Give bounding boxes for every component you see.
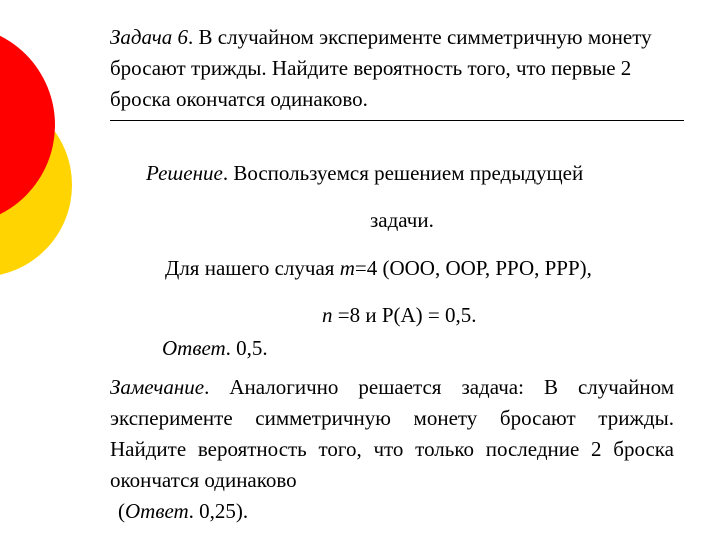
solution-text-1: . Воспользуемся решением предыдущей (222, 161, 584, 185)
solution-n-line (322, 302, 477, 328)
n-variable: n (322, 303, 333, 327)
remark-answer (118, 496, 674, 527)
task-text: . В случайном эксперименте симметричную монету бросают трижды. Найдите вероятность того, что первые 2 броска окончатся одинаково. (110, 25, 652, 111)
remark-paragraph (110, 372, 674, 496)
solution-label: Решение (146, 161, 223, 185)
remark-label: Замечание (110, 375, 205, 399)
divider-line (110, 120, 684, 121)
solution-line-2: задачи. (370, 208, 434, 232)
m-variable: m (339, 256, 355, 280)
answer-label: Ответ (162, 336, 226, 360)
decorative-circles (0, 0, 120, 540)
solution-answer (162, 335, 268, 361)
n-value-text: =8 и Р(А) = 0,5. (332, 303, 477, 327)
answer-value: . 0,5. (225, 336, 268, 360)
solution-line-1 (146, 160, 583, 186)
solution-case-line (165, 255, 592, 281)
case-outcomes: =4 (ООО, ООР, РРО, РРР), (354, 256, 592, 280)
remark-text: . Аналогично решается задача: В случайном эксперименте симметричную монету бросают трижды. Найдите вероятность того, что только последние 2 броска окончатся одинаково (110, 375, 674, 492)
task-statement (110, 22, 670, 115)
remark-answer-open: ( (118, 499, 125, 523)
remark-answer-value: . 0,25). (188, 499, 249, 523)
remark-block (110, 372, 674, 527)
task-label: Задача 6 (110, 25, 189, 49)
remark-answer-label: Ответ (125, 499, 189, 523)
case-prefix: Для нашего случая (165, 256, 340, 280)
